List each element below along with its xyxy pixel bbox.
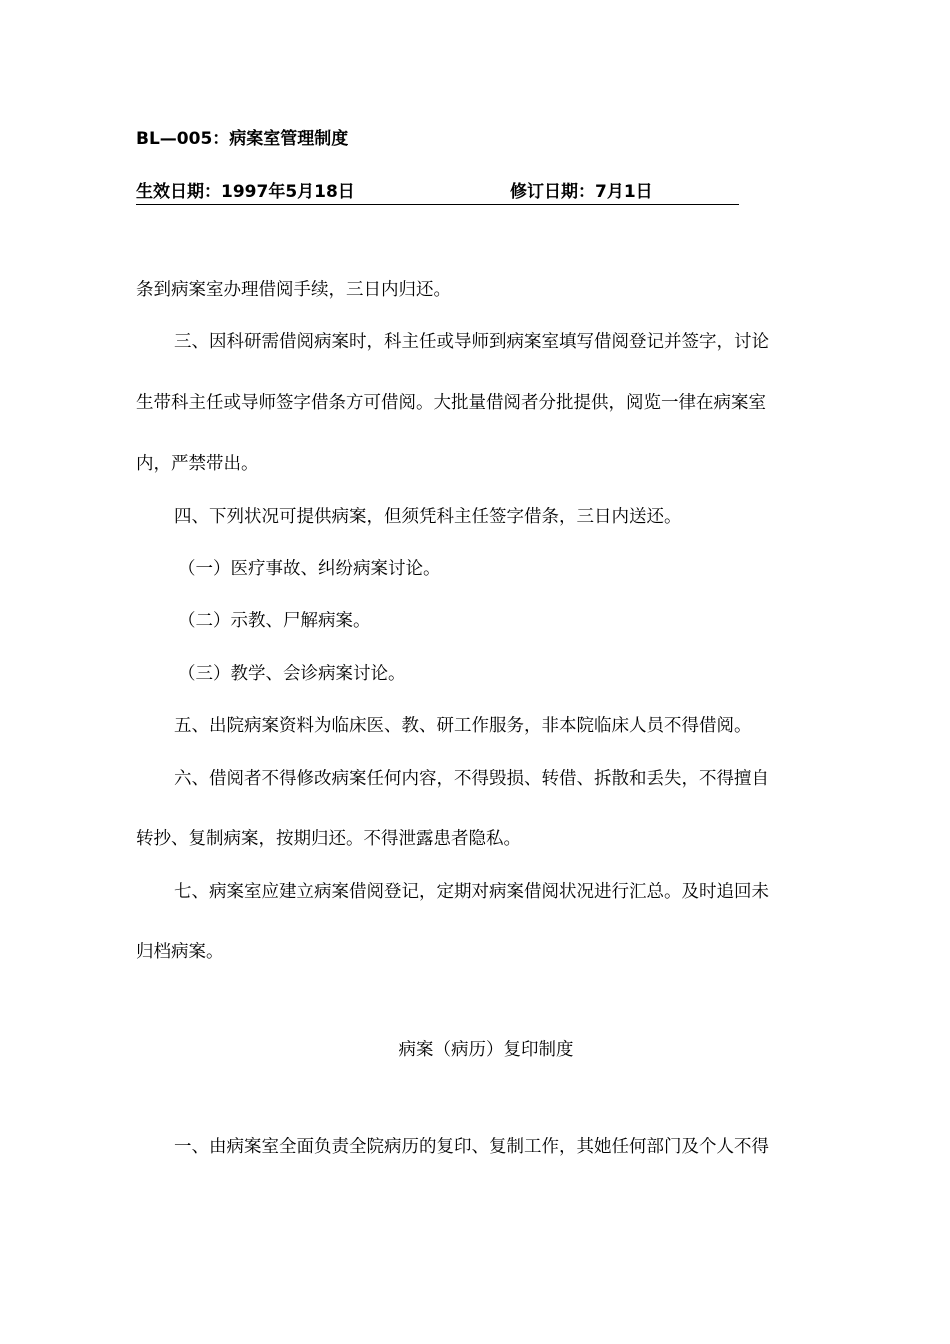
paragraph-line: 三、因科研需借阅病案时，科主任或导师到病案室填写借阅登记并签字，讨论 [174, 332, 769, 352]
paragraph-line: 五、出院病案资料为临床医、教、研工作服务，非本院临床人员不得借阅。 [174, 716, 752, 736]
paragraph-line: 四、下列状况可提供病案，但须凭科主任签字借条，三日内送还。 [174, 507, 682, 527]
paragraph-line: 一、由病案室全面负责全院病历的复印、复制工作，其她任何部门及个人不得 [174, 1137, 769, 1157]
paragraph-line: 内，严禁带出。 [136, 454, 259, 474]
paragraph-line: 条到病案室办理借阅手续，三日内归还。 [136, 280, 451, 300]
effective-date: 生效日期：1997年5月18日 [136, 182, 355, 202]
document-title: BL—005：病案室管理制度 [136, 129, 349, 149]
paragraph-line: 归档病案。 [136, 942, 224, 962]
paragraph-line: 七、病案室应建立病案借阅登记，定期对病案借阅状况进行汇总。及时追回未 [174, 882, 769, 902]
paragraph-line: 转抄、复制病案，按期归还。不得泄露患者隐私。 [136, 829, 521, 849]
paragraph-line: 生带科主任或导师签字借条方可借阅。大批量借阅者分批提供，阅览一律在病案室 [136, 393, 766, 413]
section-title: 病案（病历）复印制度 [398, 1040, 574, 1060]
paragraph-line: 六、借阅者不得修改病案任何内容，不得毁损、转借、拆散和丢失，不得擅自 [174, 769, 769, 789]
revision-date: 修订日期：7月1日 [510, 182, 653, 202]
list-item: （二）示教、尸解病案。 [178, 611, 371, 631]
list-item: （一）医疗事故、纠纷病案讨论。 [178, 559, 441, 579]
list-item: （三）教学、会诊病案讨论。 [178, 664, 406, 684]
date-bar [136, 180, 739, 205]
